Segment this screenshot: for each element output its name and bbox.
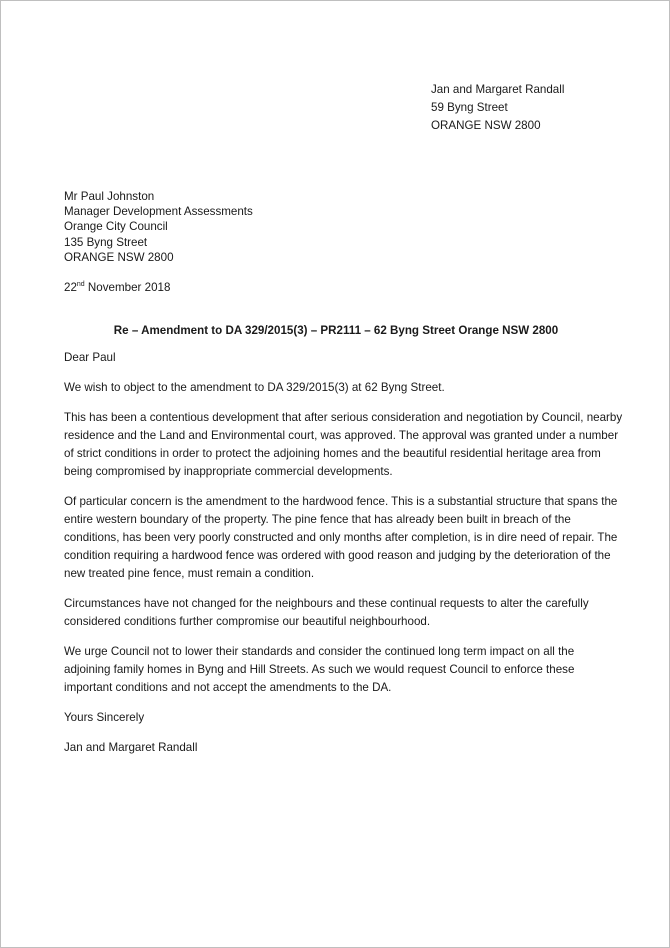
recipient-title: Manager Development Assessments xyxy=(64,205,253,219)
paragraph-line: adjoining family homes in Byng and Hill Streets. As such we would request Council to enforce these xyxy=(64,663,575,676)
paragraph-line: residence and the Land and Environmental court, was approved. The approval was granted under a number xyxy=(64,429,619,442)
sender-town: ORANGE NSW 2800 xyxy=(431,119,541,132)
recipient-street: 135 Byng Street xyxy=(64,235,148,249)
date-suffix: nd xyxy=(76,281,85,288)
paragraph-line: We urge Council not to lower their standards and consider the continued long term impact on all the xyxy=(64,645,575,658)
paragraph-line: Circumstances have not changed for the neighbours and these continual requests to alter the carefully xyxy=(64,597,589,610)
closing xyxy=(64,709,624,727)
paragraph-line: condition requiring a hardwood fence was ordered with good reason and judging by the deterioration of the xyxy=(64,549,611,562)
paragraph-1 xyxy=(64,379,624,397)
sender-name: Jan and Margaret Randall xyxy=(431,83,565,96)
signature xyxy=(64,739,624,757)
paragraph-line: of strict conditions in order to protect the adjoining homes and the beautiful residential heritage area from xyxy=(64,447,601,460)
paragraph-4 xyxy=(64,595,624,631)
paragraph-line: new treated pine fence, must remain a condition. xyxy=(64,567,315,580)
signature-text: Jan and Margaret Randall xyxy=(64,741,198,754)
paragraph-2 xyxy=(64,409,624,481)
recipient-address xyxy=(64,189,253,265)
paragraph-3 xyxy=(64,493,624,583)
subject-line: Re – Amendment to DA 329/2015(3) – PR2111 – 62 Byng Street Orange NSW 2800 xyxy=(113,324,559,337)
salutation xyxy=(64,349,624,367)
date-day: 22 xyxy=(64,281,77,294)
closing-text: Yours Sincerely xyxy=(64,711,145,724)
paragraph-line: This has been a contentious development that after serious consideration and negotiation by Council, nearby xyxy=(64,411,623,424)
sender-street: 59 Byng Street xyxy=(431,101,508,114)
paragraph-line: entire western boundary of the property. The pine fence that has already been built in breach of the xyxy=(64,513,571,526)
letter-body xyxy=(64,349,624,769)
recipient-name: Mr Paul Johnston xyxy=(64,190,155,203)
letter-date xyxy=(64,281,170,294)
date-rest: November 2018 xyxy=(84,281,171,294)
recipient-town: ORANGE NSW 2800 xyxy=(64,250,174,264)
paragraph-line: important conditions and not accept the amendments to the DA. xyxy=(64,681,392,694)
paragraph-line: We wish to object to the amendment to DA 329/2015(3) at 62 Byng Street. xyxy=(64,381,445,394)
paragraph-5 xyxy=(64,643,624,697)
paragraph-line: considered conditions further compromise our beautiful neighbourhood. xyxy=(64,615,431,628)
recipient-organisation: Orange City Council xyxy=(64,220,168,234)
paragraph-line: conditions, has been very poorly constructed and only months after completion, is in dire need of repair. The xyxy=(64,531,618,544)
sender-address xyxy=(431,81,564,135)
paragraph-line: Of particular concern is the amendment to the hardwood fence. This is a substantial structure that spans the xyxy=(64,495,618,508)
salutation-text: Dear Paul xyxy=(64,351,116,364)
paragraph-line: being compromised by inappropriate commercial developments. xyxy=(64,465,393,478)
